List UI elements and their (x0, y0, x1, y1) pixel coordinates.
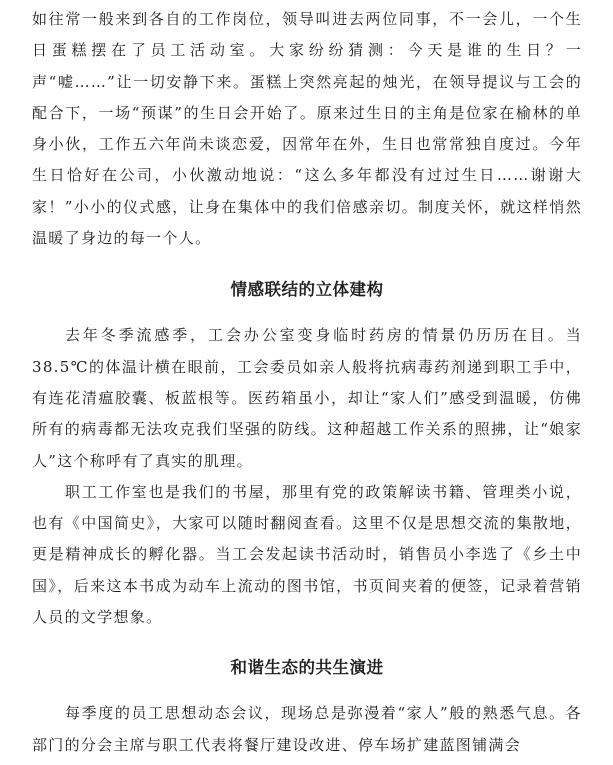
paragraph-book-room: 职工工作室也是我们的书屋，那里有党的政策解读书籍、管理类小说，也有《中国简史》，大家可以随时翻阅查看。这里不仅是思想交流的集散地，更是精神成长的孵化器。当工会发起读书活动时，销售员小李选了《乡土中国》，后来这本书成为动车上流动的图书馆，书页间夹着的便签，记录着营销人员的文学想象。 (32, 482, 582, 627)
section-heading-harmonious-ecology: 和谐生态的共生演进 (230, 658, 384, 678)
section-heading-emotional-bond: 情感联结的立体建构 (230, 280, 384, 300)
paragraph-birthday-party: 如往常一般来到各自的工作岗位，领导叫进去两位同事，不一会儿，一个生日蛋糕摆在了员工活动室。大家纷纷猜测：今天是谁的生日？一声“嘘……”让一切安静下来。蛋糕上突然亮起的烛光，在领导提议与工会的配合下，一场“预谋”的生日会开始了。原来过生日的主角是位家在榆林的单身小伙，工作五六年尚未谈恋爱，因常年在外，生日也常常独自度过。今年生日恰好在公司，小伙激动地说：“这么多年都没有过过生日……谢谢大家！”小小的仪式感，让身在集体中的我们倍感亲切。制度关怀，就这样悄然温暖了身边的每一个人。 (32, 10, 582, 248)
paragraph-flu-season: 去年冬季流感季，工会办公室变身临时药房的情景仍历历在目。当38.5℃的体温计横在眼前，工会委员如亲人般将抗病毒药剂递到职工手中，有连花清瘟胶囊、板蓝根等。医药箱虽小，却让“家人们”感受到温暖，仿佛所有的病毒都无法攻克我们坚强的防线。这种超越工作关系的照拂，让“娘家人”这个称呼有了真实的肌理。 (32, 326, 582, 470)
paragraph-quarterly-meeting: 每季度的员工思想动态会议，现场总是弥漫着“家人”般的熟悉气息。各部门的分会主席与职工代表将餐厅建设改进、停车场扩建蓝图铺满会 (32, 704, 582, 754)
article-body (32, 4, 582, 761)
